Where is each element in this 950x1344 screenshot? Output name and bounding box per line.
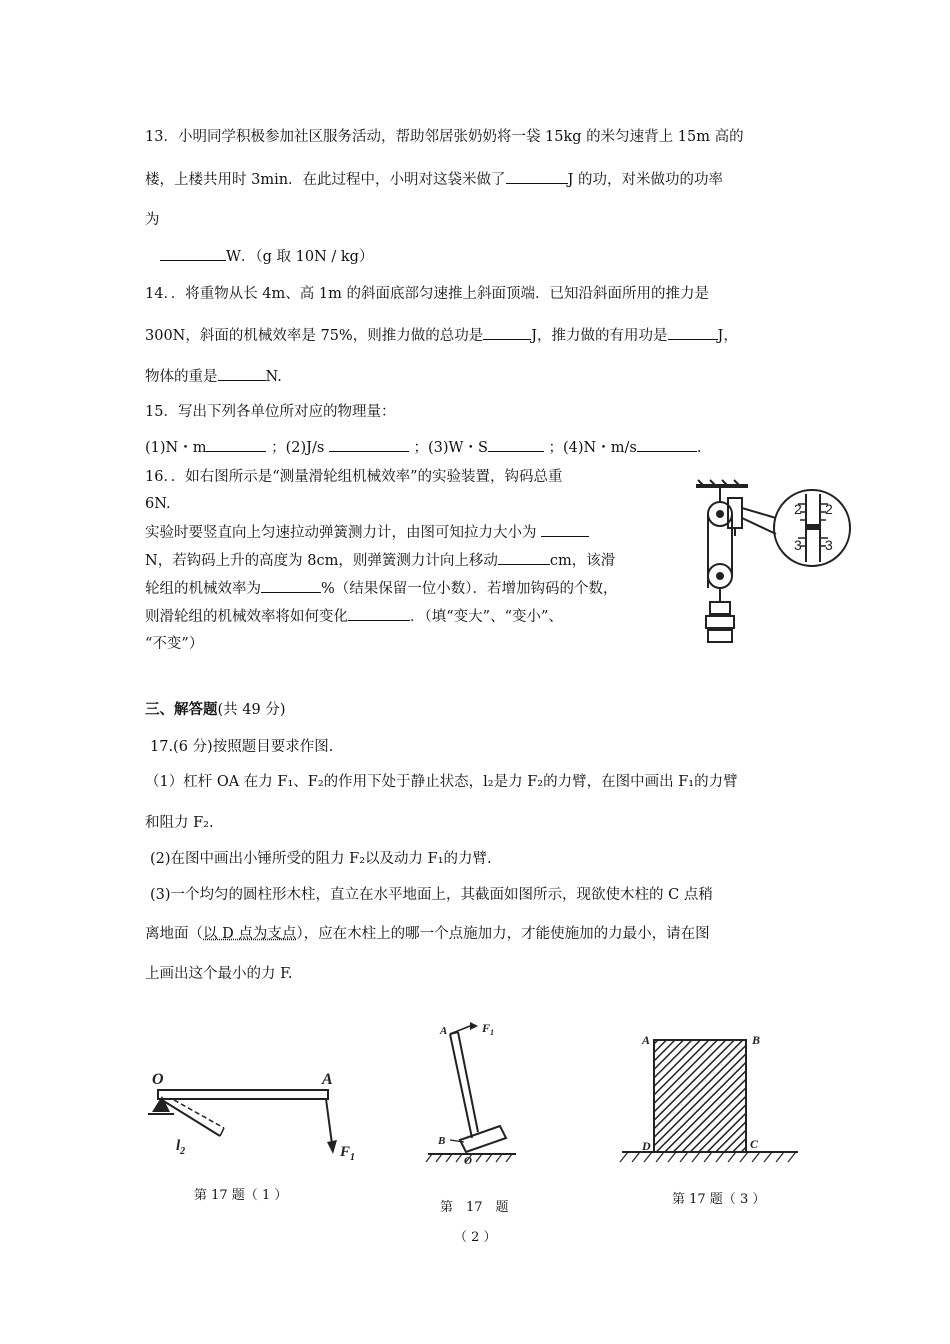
fig2-caption-line2: （ 2 ）	[454, 1230, 497, 1245]
q15-part3: ；(3)W・S	[413, 440, 488, 456]
q14-line1: 14．．将重物从长 4m、高 1m 的斜面底部匀速推上斜面顶端．已知沿斜面所用的推力是	[145, 286, 709, 302]
q14-line2c: J，	[717, 328, 738, 344]
q13-line2b: J 的功，对米做功的功率	[567, 172, 723, 188]
q13-line2a: 楼，上楼共用时 3min．在此过程中，小明对这袋米做了	[145, 172, 506, 188]
q16-blank-efficiency[interactable]	[261, 578, 321, 593]
column-label-c: C	[750, 1137, 759, 1151]
q16-line7: “不变”）	[145, 636, 204, 652]
q14-blank-weight[interactable]	[218, 366, 266, 381]
q13-line4	[160, 246, 373, 267]
hammer-label-f1: $F_1$	[482, 1021, 495, 1037]
q15-line1: 15．写出下列各单位所对应的物理量：	[145, 404, 396, 420]
q17-line6	[145, 924, 710, 944]
lever-label-l2: $l_2$	[176, 1138, 186, 1157]
q17-line3: 和阻力 F₂.	[145, 815, 214, 831]
q16-line6	[145, 606, 563, 627]
q14-line3a: 物体的重是	[145, 369, 218, 385]
scale-bottom-number-right: 3	[825, 537, 833, 553]
q16-line5	[145, 578, 618, 599]
q15-blank4[interactable]	[637, 437, 697, 452]
q15-blank3[interactable]	[488, 437, 544, 452]
column-figure	[618, 1028, 808, 1176]
q16-line6b: ．（填“变大”、“变小”、	[410, 609, 563, 625]
q14-line3	[145, 366, 282, 387]
q14-line2b: J，推力做的有用功是	[531, 328, 668, 344]
q16-blank-force[interactable]	[541, 522, 589, 537]
lever-label-o: O	[152, 1071, 164, 1088]
q13-blank-work[interactable]	[506, 169, 568, 184]
fig1-caption: 第 17 题（ 1 ）	[194, 1188, 288, 1203]
q13-blank-power[interactable]	[160, 246, 226, 261]
q15-part1: (1)N・m	[145, 440, 207, 456]
q13-line4-text: W．（g 取 10N / kg）	[226, 249, 374, 265]
q16-line6a: 则滑轮组的机械效率将如何变化	[145, 609, 348, 625]
scale-top-number-right: 2	[825, 501, 833, 517]
q16-blank-distance[interactable]	[498, 550, 550, 565]
q16-line1: 16．．如右图所示是“测量滑轮组机械效率”的实验装置，钩码总重	[145, 469, 563, 485]
q17-line2: （1）杠杆 OA 在力 F₁、F₂的作用下处于静止状态，l₂是力 F₂的力臂，在图中画出 F₁的力臂	[145, 774, 738, 790]
q16-line3a: 实验时要竖直向上匀速拉动弹簧测力计，由图可知拉力大小为	[145, 525, 537, 541]
q17-line4: (2)在图中画出小锤所受的阻力 F₂以及动力 F₁的力臂.	[150, 851, 492, 867]
column-label-b: B	[752, 1033, 761, 1047]
fig2-caption-line1: 第 17 题	[440, 1200, 509, 1215]
hammer-figure	[420, 1020, 530, 1170]
q15-line2	[145, 437, 701, 458]
q16-line4b: cm，该滑	[549, 553, 616, 569]
q16-line4	[145, 550, 615, 571]
lever-label-f1: $F_1$	[340, 1144, 356, 1163]
q15-part2: ；(2)J/s	[271, 440, 325, 456]
q15-blank1[interactable]	[206, 437, 266, 452]
q15-blank2[interactable]	[329, 437, 409, 452]
lever-label-a: A	[322, 1071, 333, 1088]
q17-line5: (3)一个均匀的圆柱形木柱，直立在水平地面上，其截面如图所示，现欲使木柱的 C 点稍	[150, 887, 713, 903]
section3-score: (共 49 分)	[217, 702, 286, 718]
q16-line4a: N，若钩码上升的高度为 8cm，则弹簧测力计向上移动	[145, 553, 498, 569]
q13-line3: 为	[145, 212, 160, 228]
q13-line2	[145, 169, 723, 190]
scale-bottom-number: 3	[794, 537, 802, 553]
q14-blank-total[interactable]	[483, 325, 531, 340]
column-label-d: D	[642, 1139, 651, 1153]
q14-line2	[145, 325, 738, 346]
q14-blank-useful[interactable]	[668, 325, 718, 340]
q17-line6a: 离地面（	[145, 926, 203, 942]
hammer-label-b: B	[438, 1135, 446, 1147]
q13-line1: 13．小明同学积极参加社区服务活动，帮助邻居张奶奶将一袋 15kg 的米匀速背上 15m 高的	[145, 129, 744, 145]
q17-line6c: ），应在木柱上的哪一个点施加力，才能使施加的力最小，请在图	[296, 926, 710, 942]
q16-line2: 6N.	[145, 496, 171, 512]
q16-blank-change[interactable]	[348, 606, 410, 621]
q14-line2a: 300N，斜面的机械效率是 75%，则推力做的总功是	[145, 328, 484, 344]
section3-title: 三、解答题	[145, 701, 218, 718]
column-label-a: A	[642, 1033, 651, 1047]
q16-line5b: %（结果保留一位小数）．若增加钩码的个数，	[321, 581, 618, 597]
hammer-label-a: A	[440, 1025, 448, 1037]
pulley-system-figure	[688, 478, 858, 648]
lever-figure	[140, 1060, 370, 1170]
hammer-label-o: O	[464, 1155, 472, 1167]
q17-line1: 17.(6 分)按照题目要求作图.	[150, 739, 334, 755]
scale-top-number: 2	[794, 501, 802, 517]
q17-line7: 上画出这个最小的力 F.	[145, 966, 293, 982]
q17-line6-emphasis: 以 D 点为支点	[203, 926, 297, 942]
fig3-caption: 第 17 题（ 3 ）	[672, 1192, 766, 1207]
q16-line5a: 轮组的机械效率为	[145, 581, 261, 597]
q16-line3	[145, 522, 589, 543]
section3-heading	[145, 700, 285, 720]
q14-line3b: N.	[265, 369, 282, 385]
q15-part4: ；(4)N・m/s	[548, 440, 637, 456]
q15-part5: .	[696, 440, 702, 456]
